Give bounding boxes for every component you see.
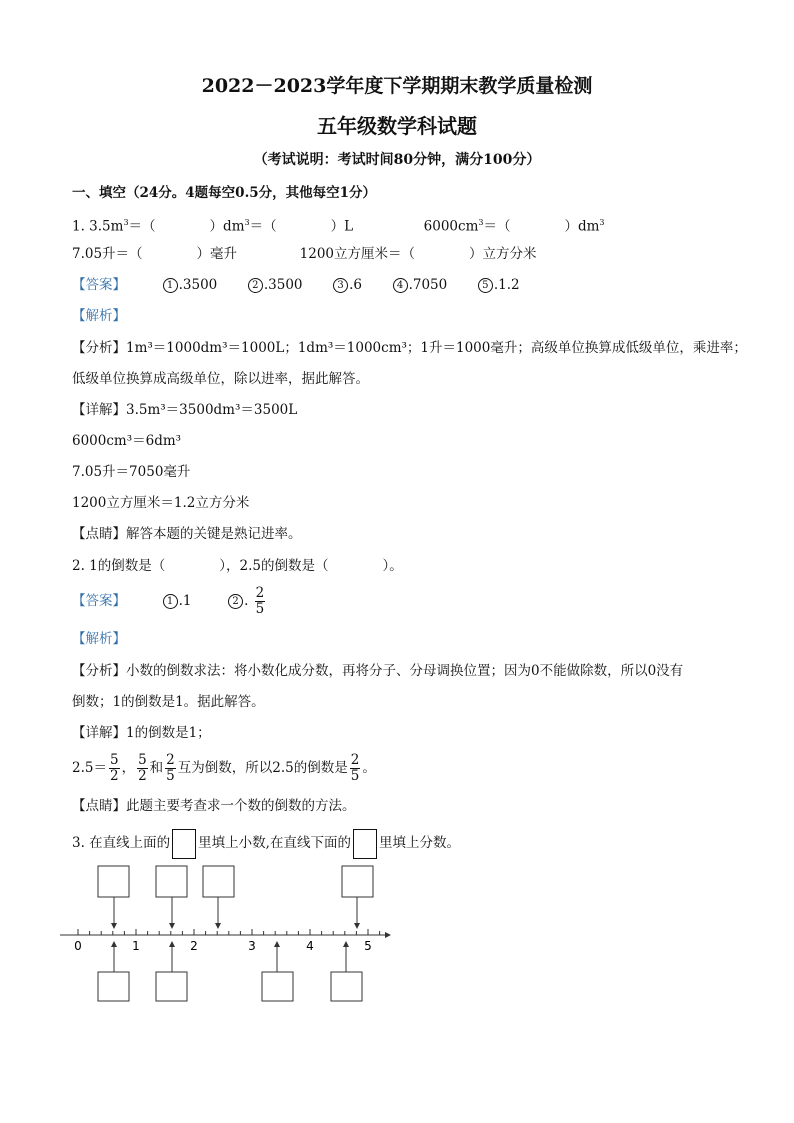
tick-label: 5	[364, 939, 372, 953]
top-box	[156, 866, 187, 897]
bottom-box	[156, 972, 187, 1001]
q1-ans-3: 6	[353, 277, 362, 293]
text: ，	[121, 760, 136, 776]
text: 2.5＝	[72, 760, 107, 776]
q1-detail-4: 1200立方厘米＝1.2立方分米	[72, 495, 250, 511]
bottom-box	[98, 972, 129, 1001]
q2-ans-1: 1	[182, 593, 192, 609]
q1-ans-2: 3500	[268, 277, 303, 293]
q3-text	[72, 828, 460, 859]
analysis-tag: 【解析】	[72, 308, 126, 324]
q2-detail-text: 1的倒数是1；	[126, 725, 211, 741]
q1-analysis-text: 1m³＝1000dm³＝1000L；1dm³＝1000cm³；1升＝1000毫升；高级单位换算成低级单位，乘进率；	[126, 340, 747, 356]
answer-tag: 【答案】	[72, 593, 126, 609]
dianjing-tag: 【点睛】	[72, 798, 126, 814]
numerator: 5	[138, 752, 147, 768]
numerator: 2	[255, 585, 265, 601]
q1-part-c: ＝（ ）L	[249, 218, 354, 235]
q1-part-g: 1200立方厘米＝（ ）立方分米	[299, 246, 537, 262]
q1-tip	[72, 525, 302, 543]
blank-square	[353, 829, 377, 859]
q1-ans-4: 7050	[412, 277, 448, 293]
q1-line2	[72, 245, 537, 263]
q1-part-a: 1. 3.5m	[72, 218, 124, 235]
number-line-figure	[60, 860, 400, 1010]
bottom-box	[262, 972, 293, 1001]
denominator: 5	[166, 768, 175, 784]
q1-ans-1: 3500	[182, 277, 218, 293]
tick-label: 1	[132, 939, 140, 953]
top-box	[98, 866, 129, 897]
q1-analysis-2: 低级单位换算成高级单位，除以进率，据此解答。	[72, 371, 369, 387]
numerator: 2	[350, 752, 360, 768]
text: 3. 在直线上面的	[72, 835, 171, 851]
blank-square	[172, 829, 196, 859]
q1-part-f: 7.05升＝（ ）毫升	[72, 246, 238, 262]
denominator: 2	[138, 768, 147, 784]
answer-tag: 【答案】	[72, 277, 126, 293]
numerator: 2	[166, 752, 175, 768]
circle-5: 5	[478, 278, 493, 293]
circle-2: 2	[248, 278, 263, 293]
q1-detail-3: 7.05升＝7050毫升	[72, 464, 191, 480]
fraction	[255, 586, 266, 617]
q2-analysis-1	[72, 662, 683, 680]
q1-detail-1	[72, 401, 297, 419]
circle-1: 1	[163, 278, 178, 293]
circle-3: 3	[333, 278, 348, 293]
q2-detail-2	[72, 752, 376, 784]
q2-tip	[72, 797, 356, 815]
circle-4: 4	[393, 278, 408, 293]
q2-detail-1	[72, 724, 211, 742]
q1-detail-text: 3.5m³＝3500dm³＝3500L	[126, 402, 298, 418]
xiangjie-tag: 【详解】	[72, 402, 126, 418]
text: 和	[149, 760, 164, 776]
q1-part-e: ＝（ ）dm	[483, 218, 600, 235]
fenxi-tag: 【分析】	[72, 663, 126, 679]
q2-answer: 【答案】 1 .1 2 . $\frac{2}{5}$	[72, 585, 265, 617]
fraction	[350, 753, 361, 784]
minor-ticks	[78, 929, 380, 935]
text: 里填上小数,在直线下面的	[198, 835, 351, 851]
q2-analysis-text: 小数的倒数求法：将小数化成分数，再将分子、分母调换位置；因为0不能做除数，所以0没有	[126, 663, 684, 679]
circle-1: 1	[163, 594, 178, 609]
q1-detail-2: 6000cm³＝6dm³	[72, 433, 182, 449]
denominator: 5	[255, 601, 265, 617]
denominator: 5	[350, 768, 360, 784]
tick-labels	[74, 939, 372, 953]
top-box	[203, 866, 234, 897]
text: 里填上分数。	[378, 835, 460, 851]
q1-part-d: 6000cm	[423, 218, 479, 235]
tick-label: 2	[190, 939, 198, 953]
denominator: 2	[109, 768, 119, 784]
fraction	[165, 753, 176, 784]
q1-tip-text: 解答本题的关键是熟记进率。	[126, 526, 302, 542]
analysis-tag: 【解析】	[72, 631, 126, 647]
fraction	[137, 753, 148, 784]
top-box	[342, 866, 373, 897]
q2-tip-text: 此题主要考查求一个数的倒数的方法。	[126, 798, 356, 814]
fraction	[109, 753, 120, 784]
q1-analysis-1	[72, 339, 747, 357]
text: 。	[362, 760, 376, 776]
page-title: 2022－2023学年度下学期期末教学质量检测	[201, 75, 593, 97]
q1-part-b: ＝（ ）dm	[128, 218, 245, 235]
page-subtitle: 五年级数学科试题	[317, 114, 477, 138]
circle-2: 2	[228, 594, 243, 609]
text: 互为倒数，所以2.5的倒数是	[177, 760, 348, 776]
numerator: 5	[109, 752, 119, 768]
bottom-box	[331, 972, 362, 1001]
q1-ans-5: 1.2	[498, 277, 520, 293]
dianjing-tag: 【点睛】	[72, 526, 126, 542]
tick-label: 4	[306, 939, 314, 953]
section-heading: 一、填空（24分。4题每空0.5分，其他每空1分）	[72, 185, 377, 201]
q2-analysis-2: 倒数；1的倒数是1。据此解答。	[72, 694, 265, 710]
q1-line1: 1. $3.5m^3=$（ ）$dm^3=$（ ）L $6000cm^3=$（ ）$dm^3$	[72, 218, 605, 235]
exam-note: （考试说明：考试时间80分钟，满分100分）	[253, 152, 541, 168]
fenxi-tag: 【分析】	[72, 340, 126, 356]
xiangjie-tag: 【详解】	[72, 725, 126, 741]
q1-answer: 【答案】 1 .3500 2 .3500 3 .6 4 .7050 5 .1.2	[72, 277, 520, 293]
tick-label: 0	[74, 939, 82, 953]
q2-text: 2. 1的倒数是（ ），2.5的倒数是（ ）。	[72, 558, 403, 574]
tick-label: 3	[248, 939, 256, 953]
